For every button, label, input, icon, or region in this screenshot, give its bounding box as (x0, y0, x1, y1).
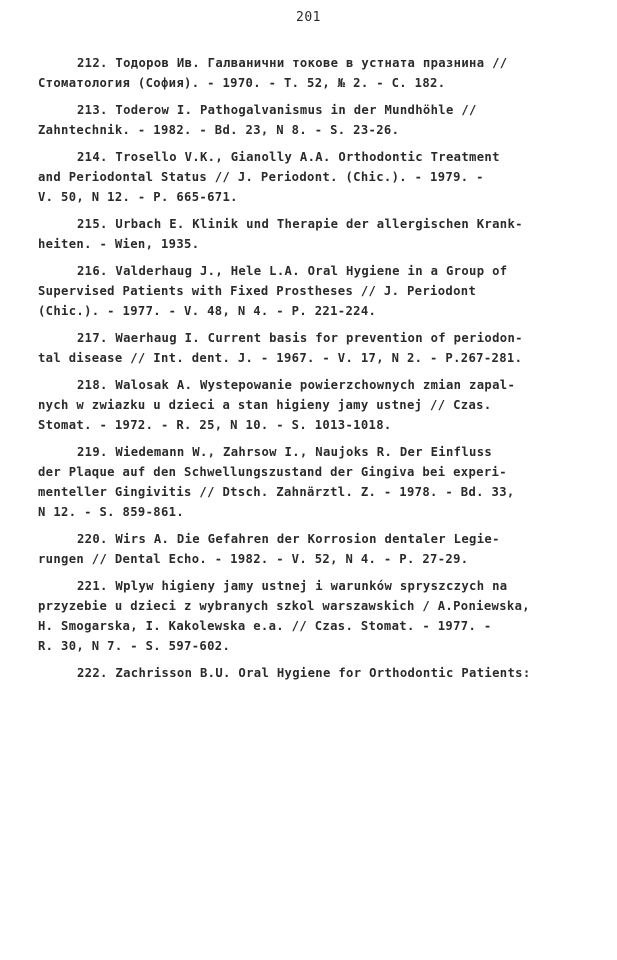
reference-entry (38, 375, 598, 435)
reference-line: 214. Trosello V.K., Gianolly A.A. Orthodontic Treatment (77, 150, 500, 164)
reference-entry (38, 147, 598, 207)
reference-line: 219. Wiedemann W., Zahrsow I., Naujoks R. Der Einfluss (77, 445, 493, 459)
reference-line: (Chic.). - 1977. - V. 48, N 4. - P. 221-224. (38, 304, 377, 318)
reference-entry (38, 663, 598, 683)
reference-entry (38, 100, 598, 140)
reference-line: przyzebie u dzieci z wybranych szkol warszawskich / A.Poniewska, (38, 599, 530, 613)
reference-line: R. 30, N 7. - S. 597-602. (38, 639, 231, 653)
reference-line: tal disease // Int. dent. J. - 1967. - V. 17, N 2. - P.267-281. (38, 351, 523, 365)
reference-line: Stomat. - 1972. - R. 25, N 10. - S. 1013-1018. (38, 418, 392, 432)
reference-line: Supervised Patients with Fixed Prostheses // J. Periodont (38, 284, 477, 298)
reference-line: 216. Valderhaug J., Hele L.A. Oral Hygiene in a Group of (77, 264, 508, 278)
reference-line: H. Smogarska, I. Kakolewska e.a. // Czas. Stomat. - 1977. - (38, 619, 492, 633)
reference-line: N 12. - S. 859-861. (38, 505, 185, 519)
reference-entry (38, 576, 598, 656)
reference-line: 218. Walosak A. Wystepowanie powierzchownych zmian zapal- (77, 378, 516, 392)
reference-entry (38, 442, 598, 522)
reference-list (38, 53, 598, 690)
reference-line: nych w zwiazku u dzieci a stan higieny jamy ustnej // Czas. (38, 398, 492, 412)
reference-line: der Plaque auf den Schwellungszustand der Gingiva bei experi- (38, 465, 507, 479)
reference-line: Zahntechnik. - 1982. - Bd. 23, N 8. - S. 23-26. (38, 123, 400, 137)
reference-entry (38, 328, 598, 368)
reference-line: Стоматология (София). - 1970. - Т. 52, № 2. - С. 182. (38, 76, 446, 90)
reference-line: rungen // Dental Echo. - 1982. - V. 52, N 4. - P. 27-29. (38, 552, 469, 566)
reference-entry (38, 53, 598, 93)
page-number: 201 (296, 10, 321, 25)
reference-line: 222. Zachrisson B.U. Oral Hygiene for Orthodontic Patients: (77, 666, 531, 680)
reference-line: 220. Wirs A. Die Gefahren der Korrosion dentaler Legie- (77, 532, 500, 546)
reference-line: and Periodontal Status // J. Periodont. (Chic.). - 1979. - (38, 170, 484, 184)
reference-entry (38, 529, 598, 569)
reference-entry (38, 261, 598, 321)
reference-line: 213. Toderow I. Pathogalvanismus in der Mundhöhle // (77, 103, 477, 117)
reference-entry (38, 214, 598, 254)
reference-line: 217. Waerhaug I. Current basis for prevention of periodon- (77, 331, 523, 345)
reference-line: 221. Wplyw higieny jamy ustnej i warunków spryszczych na (77, 579, 508, 593)
reference-line: menteller Gingivitis // Dtsch. Zahnärztl. Z. - 1978. - Bd. 33, (38, 485, 515, 499)
reference-line: heiten. - Wien, 1935. (38, 237, 200, 251)
reference-line: V. 50, N 12. - P. 665-671. (38, 190, 238, 204)
reference-line: 215. Urbach E. Klinik und Therapie der allergischen Krank- (77, 217, 523, 231)
reference-line: 212. Тодоров Ив. Галванични токове в устната празнина // (77, 56, 508, 70)
